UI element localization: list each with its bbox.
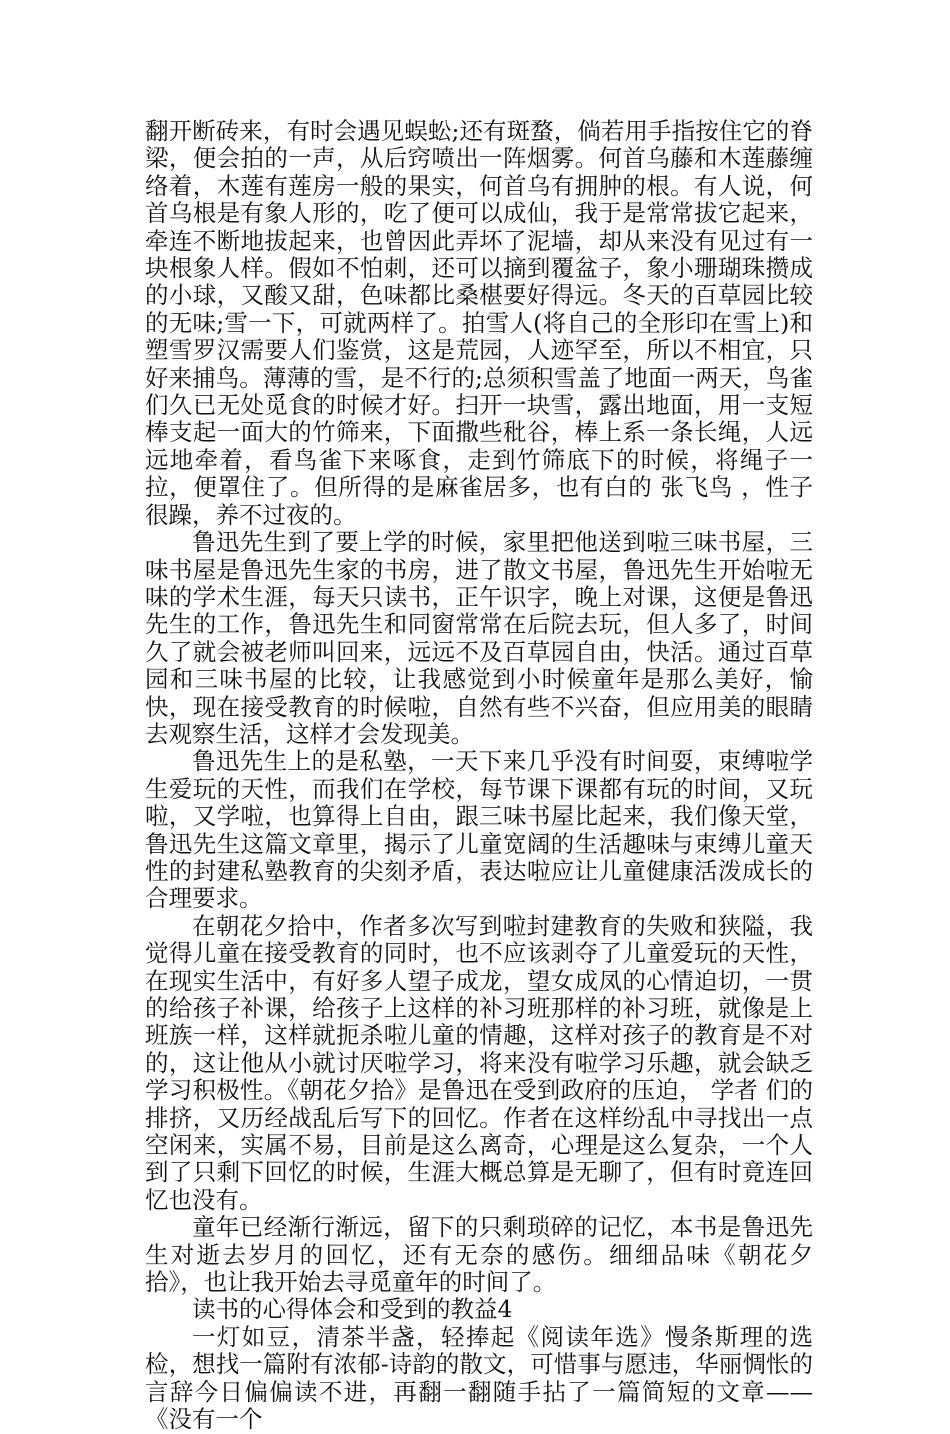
- paragraph-childhood-memory: 童年已经渐行渐远，留下的只剩琐碎的记忆，本书是鲁迅先生对逝去岁月的回忆，还有无奈的感伤。细细品味《朝花夕拾》，也让我开始去寻觅童年的时间了。: [145, 1213, 813, 1297]
- section-heading: 读书的心得体会和受到的教益4: [192, 1295, 513, 1324]
- paragraph-reading-selection: 一灯如豆，清茶半盏，轻捧起《阅读年选》慢条斯理的选检，想找一篇附有浓郁-诗韵的散文，可惜事与愿违，华丽惆怅的言辞今日偏偏读不进，再翻一翻随手拈了一篇简短的文章——《没有一个: [145, 1322, 813, 1434]
- paragraph-garden-winter: 翻开断砖来，有时会遇见蜈蚣;还有斑蝥，倘若用手指按住它的脊梁，便会拍的一声，从后窍喷出一阵烟雾。何首乌藤和木莲藤缠络着，木莲有莲房一般的果实，何首乌有拥肿的根。有人说，何首乌根是有象人形的，吃了便可以成仙，我于是常常拔它起来，牵连不断地拔起来，也曾因此弄坏了泥墙，却从来没有见过有一块根象人样。假如不怕刺，还可以摘到覆盆子，象小珊瑚珠攒成的小球，又酸又甜，色味都比桑椹要好得远。冬天的百草园比较的无味;雪一下，可就两样了。拍雪人(将自己的全形印在雪上)和塑雪罗汉需要人们鉴赏，这是荒园，人迹罕至，所以不相宜，只好来捕鸟。薄薄的雪，是不行的;总须积雪盖了地面一两天，鸟雀们久已无处觅食的时候才好。扫开一块雪，露出地面，用一支短棒支起一面大的竹筛来，下面撒些秕谷，棒上系一条长绳，人远远地牵着，看鸟雀下来啄食，走到竹筛底下的时候，将绳子一拉，便罩住了。但所得的是麻雀居多，也有白的 张飞鸟 ，性子很躁，养不过夜的。: [145, 117, 813, 529]
- paragraph-sanwei-school: 鲁迅先生到了要上学的时候，家里把他送到啦三味书屋，三味书屋是鲁迅先生家的书房，进了散文书屋，鲁迅先生开始啦无味的学术生涯，每天只读书，正午识字，晚上对课，这便是鲁迅先生的工作，鲁迅先生和同窗常常在后院去玩，但人多了，时间久了就会被老师叫回来，远远不及百草园自由，快活。通过百草园和三味书屋的比较，让我感觉到小时候童年是那么美好，愉快，现在接受教育的时候啦，自然有些不兴奋，但应用美的眼睛去观察生活，这样才会发现美。: [145, 528, 813, 748]
- paragraph-feudal-education: 在朝花夕拾中，作者多次写到啦封建教育的失败和狭隘，我觉得儿童在接受教育的同时，也不应该剥夺了儿童爱玩的天性，在现实生活中，有好多人望子成龙，望女成凤的心情迫切，一贯的给孩子补课，给孩子上这样的补习班那样的补习班，就像是上班族一样，这样就扼杀啦儿童的情趣，这样对孩子的教育是不对的，这让他从小就讨厌啦学习，将来没有啦学习乐趣，就会缺乏学习积极性。《朝花夕拾》是鲁迅在受到政府的压迫， 学者 们的排挤，又历经战乱后写下的回忆。作者在这样纷乱中寻找出一点空闲来，实属不易，目前是这么离奇，心理是这么复杂，一个人到了只剩下回忆的时候，生涯大概总算是无聊了，但有时竟连回忆也没有。: [145, 911, 813, 1214]
- document-body: [145, 118, 813, 1434]
- paragraph-private-school: 鲁迅先生上的是私塾，一天下来几乎没有时间耍，束缚啦学生爱玩的天性，而我们在学校，每节课下课都有玩的时间，又玩啦，又学啦，也算得上自由，跟三味书屋比起来，我们像天堂，鲁迅先生这篇文章里，揭示了儿童宽阔的生活趣味与束缚儿童天性的封建私塾教育的尖刻矛盾，表达啦应让儿童健康活泼成长的合理要求。: [145, 747, 813, 913]
